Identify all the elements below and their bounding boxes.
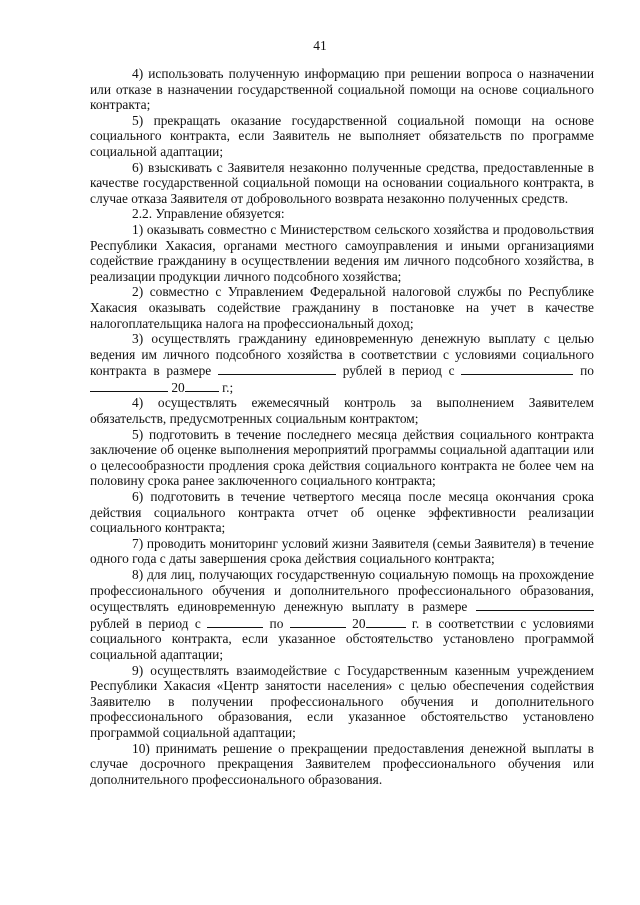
date-to-blank[interactable] (290, 615, 346, 628)
paragraph-duty-7: 7) проводить мониторинг условий жизни Заявителя (семьи Заявителя) в течение одного года с даты завершения срока действия социального контракта; (90, 535, 594, 567)
paragraph-duty-5: 5) подготовить в течение последнего месяца действия социального контракта заключение об оценке выполнения мероприятий программы социальной адаптации или о целесообразности продления срока действия социального контракта не более чем на половину срока ранее заключенного социального контракта; (90, 426, 594, 489)
duty-3-to-label: по (580, 363, 594, 379)
paragraph-duty-1: 1) оказывать совместно с Министерством сельского хозяйства и продовольствия Республики Хакасия, органами местного самоуправления и иными организациями содействие гражданину в осуществлении ведения им личного подсобного хозяйства, в реализации продукции личного подсобного хозяйства; (90, 221, 594, 284)
paragraph-duty-3 (90, 331, 594, 395)
duty-3-period-label: рублей в период с (342, 363, 455, 379)
date-to-blank[interactable] (90, 379, 168, 392)
paragraph-duty-6: 6) подготовить в течение четвертого месяца после месяца окончания срока действия социального контракта отчет об оценке эффективности реализации социального контракта; (90, 489, 594, 536)
paragraph-duty-8 (90, 567, 594, 663)
duty-3-year-prefix: 20 (171, 379, 185, 395)
amount-blank[interactable] (218, 362, 336, 375)
date-from-blank[interactable] (461, 362, 573, 375)
paragraph-rights-4: 4) использовать полученную информацию при решении вопроса о назначении или отказе в назначении государственной социальной помощи на основе социального контракта; (90, 66, 594, 113)
duty-3-year-suffix: г.; (222, 379, 234, 395)
paragraph-duty-10: 10) принимать решение о прекращении предоставления денежной выплаты в случае досрочного прекращения Заявителем профессионального обучения или дополнительного профессионального образования. (90, 740, 594, 787)
duty-8-period-label: рублей в период с (90, 615, 201, 631)
paragraph-duty-9: 9) осуществлять взаимодействие с Государственным казенным учреждением Республики Хакасия «Центр занятости населения» с целью обеспечения содействия Заявителю в получении профессионального обучения и дополнительного профессионального образования, если указанное обстоятельство установлено программой социальной адаптации; (90, 662, 594, 740)
document-body (90, 66, 594, 787)
page-number: 41 (313, 38, 327, 53)
duty-3-text: 3) осуществлять гражданину единовременную денежную выплату с целью ведения им личного подсобного хозяйства в соответствии с условиями социального контракта в размере (90, 331, 594, 379)
section-heading-2-2: 2.2. Управление обязуется: (132, 206, 285, 222)
paragraph-duty-4: 4) осуществлять ежемесячный контроль за выполнением Заявителем обязательств, предусмотренных социальным контрактом; (90, 395, 594, 427)
year-blank[interactable] (366, 615, 406, 628)
amount-blank[interactable] (476, 598, 594, 611)
duty-8-to-label: по (269, 615, 284, 631)
paragraph-rights-6: 6) взыскивать с Заявителя незаконно полученные средства, предоставленные в качестве государственной социальной помощи на основании социального контракта, в случае отказа Заявителя от добровольного возврата незаконно полученных средств. (90, 159, 594, 206)
year-blank[interactable] (185, 379, 219, 392)
duty-8-text: 8) для лиц, получающих государственную социальную помощь на прохождение профессионального обучения и дополнительного профессионального образования, осуществлять единовременную денежную выплату в размере (90, 567, 594, 615)
duty-8-rest: г. в соответствии с условиями социального контракта, если указанное обстоятельство установлено программой социальной адаптации; (90, 615, 594, 662)
paragraph-rights-5: 5) прекращать оказание государственной социальной помощи на основе социального контракта, если Заявитель не выполняет обязательств по программе социальной адаптации; (90, 112, 594, 159)
date-from-blank[interactable] (207, 615, 263, 628)
paragraph-duty-2: 2) совместно с Управлением Федеральной налоговой службы по Республике Хакасия оказывать содействие гражданину в постановке на учет в качестве налогоплательщика налога на профессиональный доход; (90, 284, 594, 331)
duty-8-year-prefix: 20 (352, 615, 366, 631)
